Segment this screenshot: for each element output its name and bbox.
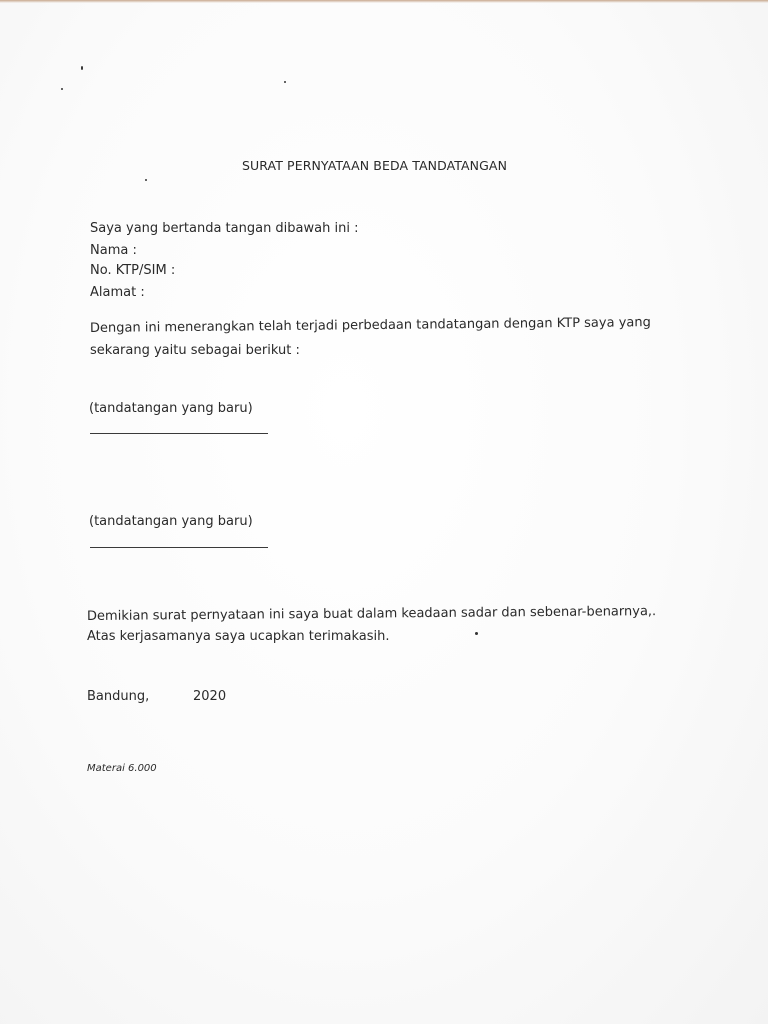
field-ktp-sim: No. KTP/SIM : [90,263,176,278]
signature-line-2 [90,547,268,548]
intro-text: Saya yang bertanda tangan dibawah ini : [90,221,359,236]
year-text: 2020 [193,689,227,704]
stamp-duty-note: Materai 6.000 [87,763,157,774]
dust-speck [145,179,147,181]
dust-speck [61,88,63,90]
document-title: SURAT PERNYATAAN BEDA TANDATANGAN [242,158,508,173]
statement-line-1: Dengan ini menerangkan telah terjadi perbedaan tandatangan dengan KTP saya yang [89,315,651,336]
place-text: Bandung, [87,689,150,704]
dust-speck [284,81,286,83]
signature-label-1: (tandatangan yang baru) [89,401,253,416]
dust-speck [81,66,83,70]
field-alamat: Alamat : [90,285,145,300]
statement-line-2: sekarang yaitu sebagai berikut : [90,343,300,358]
signature-label-2: (tandatangan yang baru) [89,514,253,529]
closing-line-1: Demikian surat pernyataan ini saya buat dalam keadaan sadar dan sebenar-benarnya,. [86,604,657,624]
signature-line-1 [90,433,268,434]
dust-speck [475,632,478,635]
closing-line-2: Atas kerjasamanya saya ucapkan terimakasih. [87,629,390,644]
field-nama: Nama : [90,243,137,258]
paper-top-edge [0,0,768,3]
